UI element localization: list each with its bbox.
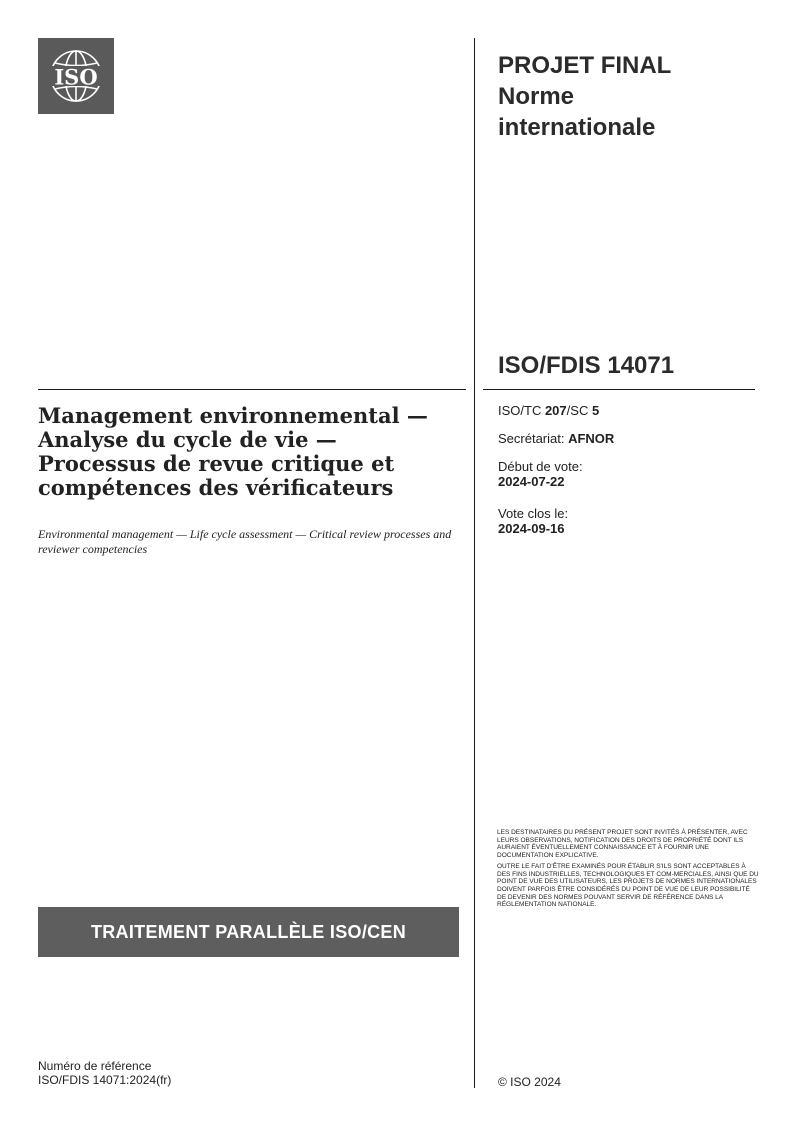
iso-logo [38, 38, 114, 114]
vote-start [498, 459, 583, 489]
copyright: © ISO 2024 [498, 1075, 561, 1089]
vote-end-label: Vote clos le: [498, 506, 569, 521]
committee-line [498, 403, 599, 418]
draft-notice [497, 829, 759, 912]
left-divider [38, 389, 466, 390]
reference-label: Numéro de référence [38, 1059, 152, 1073]
vote-start-date: 2024-07-22 [498, 474, 565, 489]
reference-number [38, 1059, 171, 1087]
notice-paragraph-2: OUTRE LE FAIT D'ÊTRE EXAMINÉS POUR ÉTABLIR S'ILS SONT ACCEPTABLES À DES FINS INDUSTRIELLES, TECHNOLOGIQUES ET COM-MERCIALES, AINSI QUE DU POINT DE VUE DES UTILISATEURS, LES PROJETS DE NORMES INTERNATIONALES DOIVENT PARFOIS ÊTRE CONSIDÉRÉS DU POINT DE VUE DE LEUR POSSIBILITÉ DE DEVENIR DES NORMES POUVANT SERVIR DE RÉFÉRENCE DANS LA RÉGLEMENTATION NATIONALE. [497, 862, 759, 909]
secretariat-line [498, 431, 614, 446]
reference-value: ISO/FDIS 14071:2024(fr) [38, 1073, 172, 1087]
vertical-divider [474, 38, 475, 1088]
committee-tc: 207 [544, 403, 567, 418]
committee-sep: /SC [566, 403, 592, 418]
committee-sc: 5 [591, 403, 600, 418]
title-english: Environmental management — Life cycle assessment — Critical review processes and reviewer competencies [38, 527, 452, 556]
vote-end [498, 506, 568, 536]
vote-end-date: 2024-09-16 [498, 521, 565, 536]
document-number: ISO/FDIS 14071 [498, 352, 675, 379]
parallel-processing-banner: TRAITEMENT PARALLÈLE ISO/CEN [38, 907, 459, 957]
title-french: Management environnemental — Analyse du cycle de vie — Processus de revue critique et compétences des vérificateurs [38, 403, 428, 500]
document-stage-heading [498, 50, 671, 143]
vote-start-label: Début de vote: [498, 459, 583, 474]
committee-prefix: ISO/TC [498, 403, 545, 418]
notice-paragraph-1: LES DESTINATAIRES DU PRÉSENT PROJET SONT INVITÉS À PRÉSENTER, AVEC LEURS OBSERVATIONS, NOTIFICATION DES DROITS DE PROPRIÉTÉ DONT ILS AURAIENT ÉVENTUELLEMENT CONNAISSANCE ET À FOURNIR UNE DOCUMENTATION EXPLICATIVE. [497, 829, 748, 860]
heading-line-1: PROJET FINAL [498, 52, 672, 79]
heading-line-2: Norme [498, 83, 575, 110]
secretariat-value: AFNOR [568, 431, 615, 446]
secretariat-label: Secrétariat: [498, 431, 569, 446]
right-divider [483, 389, 755, 390]
logo-text: ISO [54, 64, 98, 90]
globe-icon [38, 38, 114, 114]
heading-line-3: internationale [498, 114, 656, 141]
